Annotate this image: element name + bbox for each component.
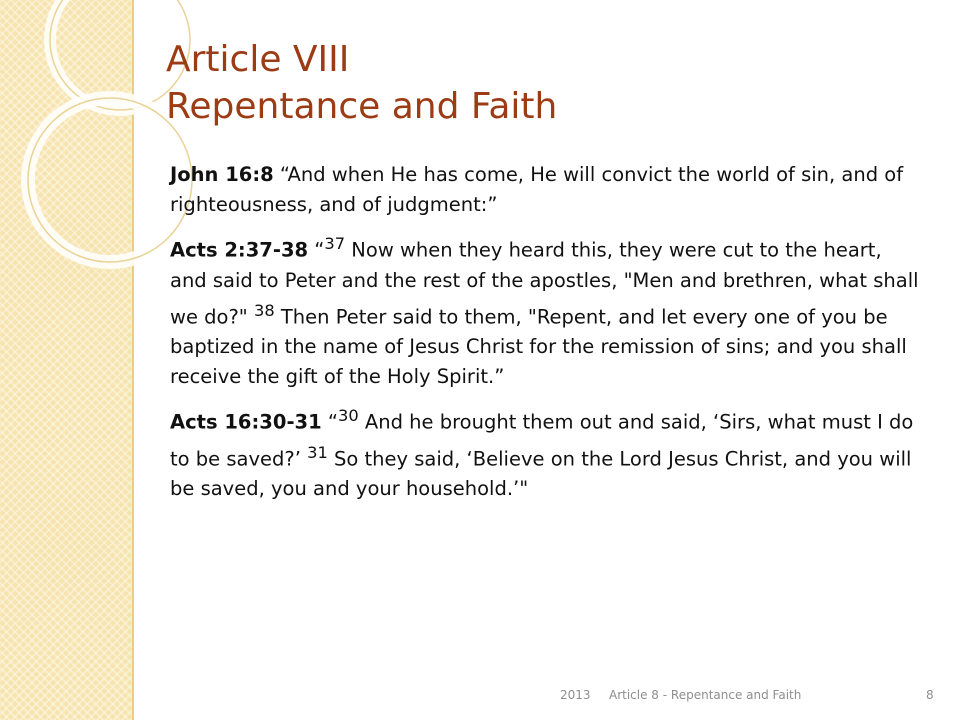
verse-reference: Acts 2:37-38 <box>170 238 309 262</box>
slide-body <box>170 160 922 513</box>
verse-text: Now when they heard this, they were cut to the heart, and said to Peter and the rest of the apostles, "Men and brethren, what shall we do?" <box>170 238 919 328</box>
verse-open-quote: “ <box>321 410 338 434</box>
verse-reference: Acts 16:30-31 <box>170 410 322 434</box>
verse-text: And he brought them out and said, ‘Sirs, what must I do to be saved?’ <box>170 410 914 470</box>
slide-number: 8 <box>926 688 934 702</box>
verse-text: “And when He has come, He will convict the world of sin, and of righteousness, and of judgment:” <box>170 163 904 216</box>
verse-text: So they said, ‘Believe on the Lord Jesus Christ, and you will be saved, you and your household.’" <box>170 447 912 500</box>
slide-title <box>166 36 926 130</box>
title-line-2: Repentance and Faith <box>166 86 558 127</box>
verse-text: Then Peter said to them, "Repent, and let every one of you be baptized in the name of Jesus Christ for the remission of sins; and you shall receive the gift of the Holy Spirit.” <box>170 305 907 388</box>
verse-open-quote: “ <box>308 238 325 262</box>
footer-date: 2013 <box>560 688 591 702</box>
verse-john-16-8 <box>170 160 922 220</box>
verse-acts-16-30-31 <box>170 401 922 504</box>
title-line-1: Article VIII <box>166 39 350 80</box>
verse-reference: John 16:8 <box>170 163 274 186</box>
footer-title: Article 8 - Repentance and Faith <box>609 688 802 702</box>
slide-footer <box>0 688 960 708</box>
verse-number: 31 <box>307 442 328 462</box>
verse-number: 38 <box>253 300 275 320</box>
verse-number: 30 <box>337 406 359 425</box>
verse-acts-2-37-38 <box>170 229 922 392</box>
verse-number: 37 <box>324 234 346 253</box>
